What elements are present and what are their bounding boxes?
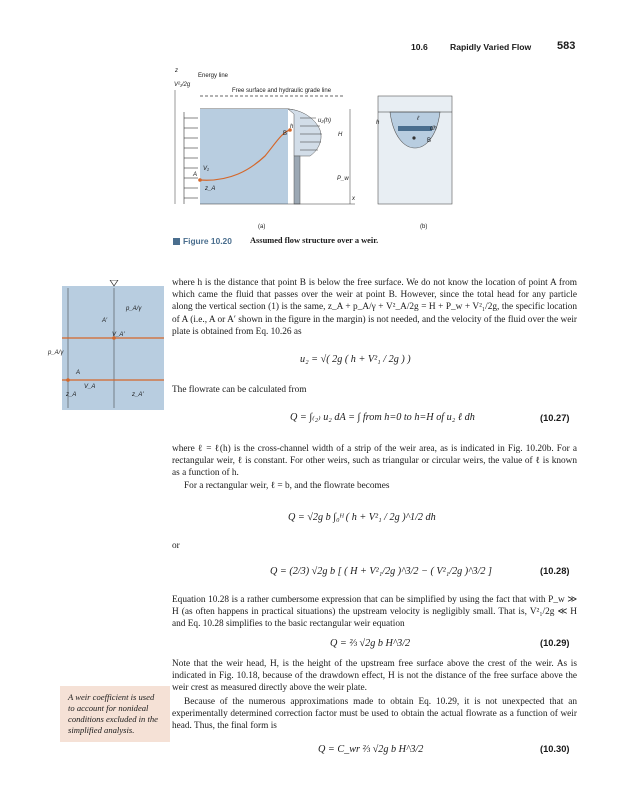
energy-line-label: Energy line (198, 73, 229, 79)
section-number: 10.6 (411, 42, 428, 52)
figure-caption-square (173, 238, 180, 245)
margin-va-prime-label: V_A′ (112, 332, 125, 338)
equation-10-28: Q = (2/3) √2g b [ ( H + V²₁/2g )^3/2 − ( V²₁/2g )^3/2 ] (270, 566, 493, 577)
margin-a-prime-label: A′ (102, 318, 108, 324)
equation-10-29: Q = ⅔ √2g b H^3/2 (330, 638, 411, 649)
free-surface-symbol (110, 280, 118, 286)
equation-rect: Q = √2g b ∫₀ᴴ ( h + V²₁ / 2g )^1/2 dh (288, 512, 436, 523)
margin-note: A weir coefficient is used to account for nonideal conditions excluded in the simplified analysis. (60, 686, 170, 742)
margin-pa-label: p_A/γ (126, 306, 142, 312)
margin-pa2-label: p_A/γ (48, 350, 64, 356)
paragraph-6: Note that the weir head, H, is the height of the upstream free surface above the crest of the weir. As is indicated in Fig. 10.18, because of the drawdown effect, H is not the distance of the free surface above the weir crest as measured directly above the weir plate. (172, 659, 577, 694)
b-label: B (283, 131, 288, 137)
strip-dh (398, 126, 432, 131)
margin-va-label: V_A (84, 384, 96, 390)
pw-label: P_w (337, 176, 349, 182)
margin-za-label: z_A (66, 392, 77, 398)
figure-label: Figure 10.20 (183, 236, 232, 246)
margin-a-label: A (76, 370, 81, 376)
point-a (66, 378, 70, 382)
equation-10-29-number: (10.29) (540, 638, 570, 648)
panel-b-label: (b) (420, 224, 428, 230)
margin-za-prime-label: z_A′ (132, 392, 144, 398)
free-surface-label: Free surface and hydraulic grade line (232, 88, 332, 94)
paragraph-3: where ℓ = ℓ(h) is the cross-channel width of a strip of the weir area, as is indicated in Fig. 10.20b. For a rectangular weir, ℓ is constant. For other weirs, such as triangular or circular weirs, the value of ℓ is known as a function of h. (172, 444, 577, 479)
inflow-velocity-profile (184, 112, 198, 204)
v1-head-label: V²₁/2g (174, 82, 191, 88)
equation-10-27: Q = ∫₍₂₎ u₂ dA = ∫ from h=0 to h=H of u₂ ℓ dh (290, 412, 475, 423)
point-a-marker (198, 178, 202, 182)
paragraph-or: or (172, 541, 180, 551)
h-label-b: h (376, 120, 380, 126)
z-label: z (175, 68, 178, 74)
figure-caption: Assumed flow structure over a weir. (250, 236, 379, 245)
b-label-b: B (427, 138, 432, 144)
panel-a-label: (a) (258, 224, 266, 230)
a-label: A (193, 172, 198, 178)
v1-label: V₁ (203, 166, 209, 172)
equation-10-28-number: (10.28) (540, 566, 570, 576)
paragraph-7: Because of the numerous approximations made to obtain Eq. 10.29, it is not unexpected that an experimentally determined correction factor must be used to obtain the actual flowrate as a function of weir head. Thus, the final form is (172, 697, 577, 732)
paragraph-4: For a rectangular weir, ℓ = b, and the flowrate becomes (184, 481, 390, 491)
page-number: 583 (557, 40, 576, 52)
big-h-label: H (338, 132, 343, 138)
za-label: z_A (205, 186, 216, 192)
equation-10-27-number: (10.27) (540, 413, 570, 423)
dh-label: dh (430, 126, 437, 132)
figure-10-20 (170, 60, 470, 238)
equation-10-30: Q = C_wr ⅔ √2g b H^3/2 (318, 744, 424, 755)
x-label: x (352, 196, 355, 202)
paragraph-2: The flowrate can be calculated from (172, 385, 307, 395)
nappe (288, 109, 321, 156)
equation-u2: u₂ = √( 2g ( h + V²₁ / 2g ) ) (300, 354, 411, 365)
section-title: Rapidly Varied Flow (450, 42, 532, 52)
paragraph-5: Equation 10.28 is a rather cumbersome expression that can be simplified by using the fact that with P_w ≫ H (as often happens in practical situations) the upstream velocity is negligibly small. That is, V²₁/2g ≪ H and Eq. 10.28 simplifies to the basic rectangular weir equation (172, 595, 577, 630)
margin-water (62, 286, 164, 410)
paragraph-1: where h is the distance that point B is below the free surface. We do not know the location of point A from which came the fluid that passes over the weir at point B. However, since the total head for any particle along the vertical section (1) is the same, z_A + p_A/γ + V²_A/2g = H + P_w + V²₁/2g, the specific location of A (i.e., A or A′ shown in the figure in the margin) is not needed, and the velocity of the fluid over the weir plate is obtained from Eq. 10.26 as (172, 278, 577, 337)
ell-label: ℓ (417, 116, 419, 122)
point-b-marker-b (412, 136, 415, 139)
u2-label: u₂(h) (318, 118, 331, 124)
h-label: h (290, 124, 294, 130)
weir-plate (294, 156, 300, 204)
equation-10-30-number: (10.30) (540, 744, 570, 754)
margin-figure (62, 280, 164, 410)
